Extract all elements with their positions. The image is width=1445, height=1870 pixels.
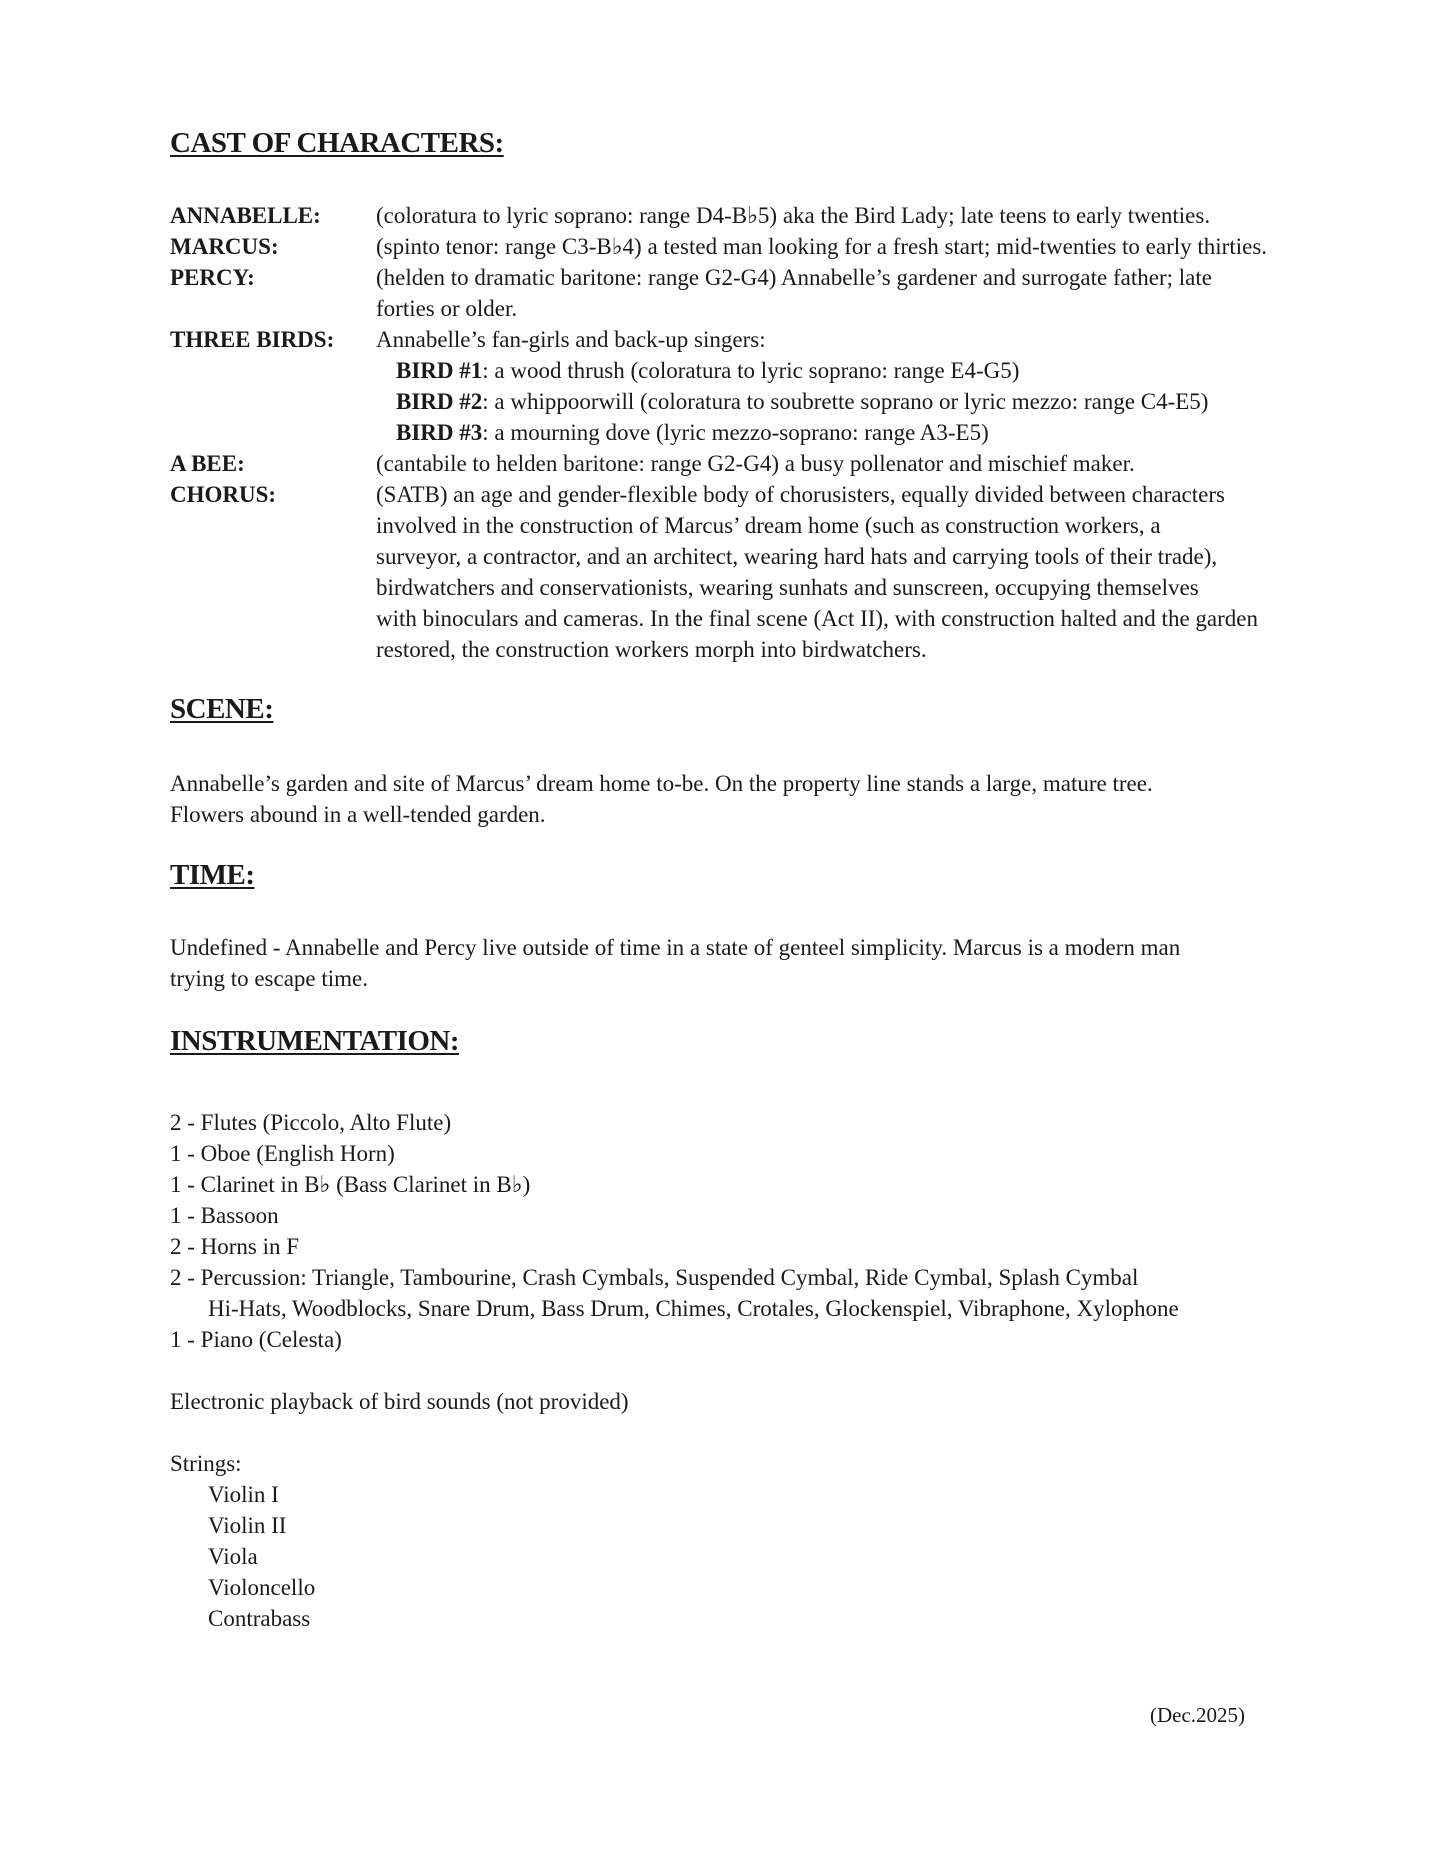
cast-description-line: (coloratura to lyric soprano: range D4-B♭5) aka the Bird Lady; late teens to early twenties.	[376, 203, 1211, 228]
cast-description	[376, 231, 1310, 262]
instrumentation-heading: INSTRUMENTATION:	[170, 1025, 460, 1057]
string-instrument: Violoncello	[208, 1575, 316, 1600]
instrument-line: 1 - Bassoon	[170, 1203, 279, 1228]
bird-description: : a whippoorwill (coloratura to soubrette soprano or lyric mezzo: range C4-E5)	[482, 389, 1209, 414]
cast-description-line: with binoculars and cameras. In the final scene (Act II), with construction halted and the garden	[376, 606, 1258, 631]
cast-entry-marcus	[170, 231, 1310, 262]
instrument-line: 2 - Horns in F	[170, 1234, 300, 1259]
cast-name: ANNABELLE:	[170, 203, 321, 228]
bird-entry	[376, 417, 1310, 448]
string-instrument: Viola	[208, 1544, 258, 1569]
strings-section	[170, 1448, 315, 1634]
string-instrument: Violin II	[208, 1513, 287, 1538]
cast-description-line: forties or older.	[376, 296, 518, 321]
instrument-line: Hi-Hats, Woodblocks, Snare Drum, Bass Drum, Chimes, Crotales, Glockenspiel, Vibraphone, Xylophone	[208, 1296, 1179, 1321]
cast-name: A BEE:	[170, 451, 245, 476]
cast-entry-chorus	[170, 479, 1310, 665]
cast-name: PERCY:	[170, 265, 255, 290]
instrument-line: 1 - Oboe (English Horn)	[170, 1141, 395, 1166]
cast-description	[376, 200, 1310, 231]
cast-description-line: (cantabile to helden baritone: range G2-G4) a busy pollenator and mischief maker.	[376, 451, 1135, 476]
cast-description-line: restored, the construction workers morph into birdwatchers.	[376, 637, 927, 662]
bird-label: BIRD #1	[396, 358, 483, 383]
time-heading: TIME:	[170, 859, 255, 891]
time-line: Undefined - Annabelle and Percy live outside of time in a state of genteel simplicity. Marcus is a modern man	[170, 935, 1181, 960]
cast-description-line: surveyor, a contractor, and an architect, wearing hard hats and carrying tools of their trade),	[376, 544, 1218, 569]
cast-name: THREE BIRDS:	[170, 327, 335, 352]
string-instrument: Violin I	[208, 1482, 279, 1507]
strings-label: Strings:	[170, 1451, 242, 1476]
bird-entry	[376, 355, 1310, 386]
scene-paragraph	[170, 768, 1280, 830]
cast-description-line: (SATB) an age and gender-flexible body of chorusisters, equally divided between characters	[376, 482, 1225, 507]
instrument-line: 1 - Piano (Celesta)	[170, 1327, 342, 1352]
cast-entry-annabelle	[170, 200, 1310, 231]
instrument-line: 2 - Percussion: Triangle, Tambourine, Crash Cymbals, Suspended Cymbal, Ride Cymbal, Splash Cymbal	[170, 1265, 1139, 1290]
cast-name: MARCUS:	[170, 234, 279, 259]
electronic-playback-note: Electronic playback of bird sounds (not provided)	[170, 1389, 629, 1414]
instrument-list	[170, 1107, 1310, 1417]
instrument-line: 2 - Flutes (Piccolo, Alto Flute)	[170, 1110, 452, 1135]
cast-entry-percy	[170, 262, 1310, 324]
bird-description: : a wood thrush (coloratura to lyric soprano: range E4-G5)	[482, 358, 1020, 383]
bird-entry	[376, 386, 1310, 417]
cast-description	[376, 324, 1310, 448]
cast-entry-three-birds	[170, 324, 1310, 448]
cast-description-line: Annabelle’s fan-girls and back-up singers:	[376, 327, 766, 352]
cast-description	[376, 479, 1310, 665]
cast-name: CHORUS:	[170, 482, 277, 507]
bird-description: : a mourning dove (lyric mezzo-soprano: range A3-E5)	[482, 420, 989, 445]
time-paragraph	[170, 932, 1280, 994]
scene-line: Annabelle’s garden and site of Marcus’ dream home to-be. On the property line stands a large, mature tree.	[170, 771, 1153, 796]
bird-label: BIRD #2	[396, 389, 483, 414]
date-note: (Dec.2025)	[1150, 1703, 1246, 1727]
string-instrument: Contrabass	[208, 1606, 311, 1631]
cast-description	[376, 262, 1310, 324]
cast-entry-a-bee	[170, 448, 1310, 479]
scene-line: Flowers abound in a well-tended garden.	[170, 802, 546, 827]
scene-heading: SCENE:	[170, 693, 274, 725]
cast-heading: CAST OF CHARACTERS:	[170, 127, 504, 159]
time-line: trying to escape time.	[170, 966, 368, 991]
cast-list	[170, 200, 1310, 665]
cast-description-line: birdwatchers and conservationists, wearing sunhats and sunscreen, occupying themselves	[376, 575, 1199, 600]
bird-label: BIRD #3	[396, 420, 483, 445]
cast-description-line: involved in the construction of Marcus’ dream home (such as construction workers, a	[376, 513, 1161, 538]
cast-description	[376, 448, 1310, 479]
instrument-line: 1 - Clarinet in B♭ (Bass Clarinet in B♭)	[170, 1172, 531, 1197]
cast-description-line: (helden to dramatic baritone: range G2-G4) Annabelle’s gardener and surrogate father; late	[376, 265, 1212, 290]
cast-description-line: (spinto tenor: range C3-B♭4) a tested man looking for a fresh start; mid-twenties to early thirties.	[376, 234, 1268, 259]
